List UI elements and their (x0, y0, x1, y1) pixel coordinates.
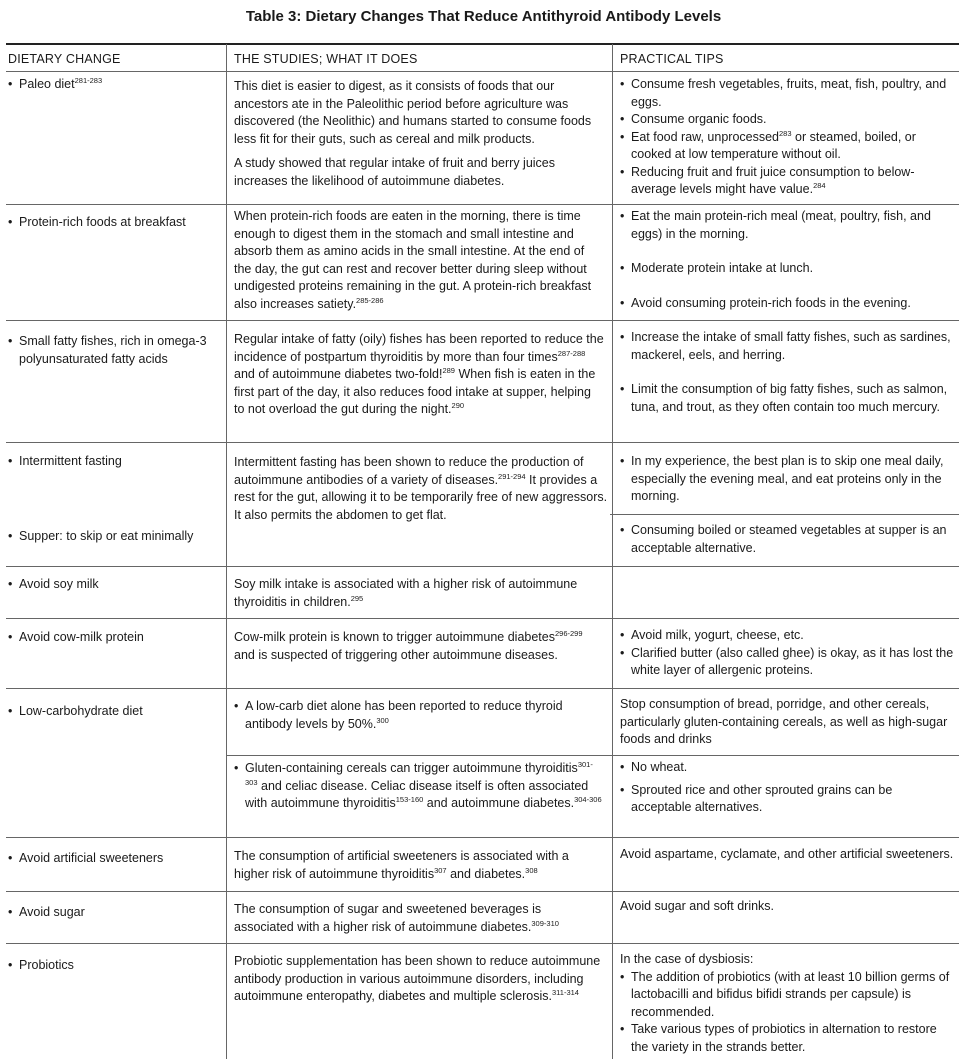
tip-item: • Clarified butter (also called ghee) is okay, as it has lost the white layer of allergenic proteins. (620, 645, 956, 680)
tip-item: • In my experience, the best plan is to skip one meal daily, especially the evening meal, and eat proteins only in the morning. (620, 453, 956, 506)
citation: 296-299 (554, 629, 583, 638)
citation: 281-283 (74, 76, 103, 85)
change-protein (8, 214, 222, 232)
tip-text: Avoid aspartame, cyclamate, and other artificial sweeteners. (620, 847, 954, 861)
row-rule (6, 204, 959, 205)
tip-text: Avoid sugar and soft drinks. (620, 899, 775, 913)
row-rule (6, 943, 959, 944)
studies-text: Intermittent fasting has been shown to reduce the production of autoimmune antibodies of a variety of diseases.$^{291-294}$ It provides a rest for the gut, allowing it to be temporarily free of new aggressors. It also permits the abdomen to get flat. (234, 455, 608, 522)
studies-text: • A low-carb diet alone has been reported to reduce thyroid antibody levels by 50%.$^{300}$ (234, 698, 604, 733)
tip-item: • Increase the intake of small fatty fishes, such as sardines, mackerel, eels, and herring. (620, 329, 956, 364)
citation: 307 (434, 865, 447, 875)
change-soy (8, 576, 222, 594)
table-title: Table 3: Dietary Changes That Reduce Antithyroid Antibody Levels (245, 8, 722, 25)
citation: 308 (525, 865, 538, 875)
change-text: • Avoid soy milk (8, 576, 222, 594)
tips-low-carb-2 (620, 759, 956, 817)
row-rule (6, 618, 959, 619)
tips-supper (620, 522, 956, 557)
citation: 291-294 (498, 471, 526, 481)
row-rule (226, 755, 959, 756)
studies-fasting (234, 454, 608, 524)
studies-sugar (234, 901, 604, 936)
tip-item: • Consuming boiled or steamed vegetables at supper is an acceptable alternative. (620, 522, 956, 557)
tips-paleo (620, 76, 956, 199)
studies-fish (234, 331, 604, 419)
row-rule (6, 688, 959, 689)
citation: 301-303 (245, 760, 593, 787)
studies-text: Regular intake of fatty (oily) fishes has been reported to reduce the incidence of postpartum thyroiditis by more than four times$^{287-288}$ and of autoimmune diabetes two-fold!$^{289}$ When fish is eaten in the first part of the day, it also reduces food intake at supper, helping to not overload the gut during the night.$^{290}$ (234, 332, 604, 416)
change-paleo (8, 76, 222, 94)
citation: 311-314 (552, 988, 579, 997)
column-rule (612, 44, 613, 1059)
studies-text: Soy milk intake is associated with a higher risk of autoimmune thyroiditis in children.$^{295}$ (234, 577, 578, 609)
studies-protein (234, 208, 604, 313)
tip-item: • The addition of probiotics (with at least 10 billion germs of lactobacilli and bifidus bifidi strands per capsule) is recommended. (620, 969, 956, 1022)
row-rule (6, 566, 959, 567)
row-rule (6, 320, 959, 321)
row-rule (610, 514, 959, 515)
citation: 153-160 (395, 795, 424, 804)
change-low-carb (8, 703, 222, 721)
change-cow-milk (8, 629, 222, 647)
header-rule (6, 71, 959, 72)
tip-item: • Avoid milk, yogurt, cheese, etc. (620, 627, 956, 645)
change-sugar (8, 904, 222, 922)
studies-text: Probiotic supplementation has been shown to reduce autoimmune antibody production in various autoimmune disorders, including autoimmune enteropathy, diabetes and multiple sclerosis.$^{311-314}$ (234, 954, 601, 1003)
studies-low-carb-1 (234, 698, 604, 733)
tip-item: • Limit the consumption of big fatty fishes, such as salmon, tuna, and trout, as they often contain too much mercury. (620, 381, 956, 416)
change-text: • Probiotics (8, 957, 222, 975)
citation: 304-306 (574, 795, 602, 804)
tip-item: • Avoid consuming protein-rich foods in the evening. (620, 295, 956, 313)
change-text: • Intermittent fasting (8, 453, 222, 471)
citation: 283 (779, 128, 792, 138)
studies-low-carb-2 (234, 760, 604, 813)
tips-probiotics (620, 951, 956, 1056)
tip-item: • No wheat. (620, 759, 956, 777)
studies-text: This diet is easier to digest, as it consists of foods that our ancestors ate in the Paleolithic period before agriculture was discovered (the Neolithic) and humans started to consume foods less fit for their guts, such as cereal and milk products. (234, 79, 592, 146)
header-studies: THE STUDIES; WHAT IT DOES (234, 52, 418, 66)
studies-text: • Gluten-containing cereals can trigger autoimmune thyroiditis$^{301-303}$ and celiac disease. Celiac disease itself is often associated with autoimmune thyroiditis$^{153-160}$ and autoimmune diabetes.$^{304-306}$ (234, 760, 604, 813)
tips-protein (620, 208, 956, 312)
citation: 300 (376, 715, 389, 725)
change-fish (8, 333, 222, 368)
studies-text: The consumption of artificial sweeteners is associated with a higher risk of autoimmune thyroiditis$^{307}$ and diabetes.$^{308}$ (234, 849, 569, 881)
tip-text: In the case of dysbiosis: (620, 952, 754, 966)
row-rule (6, 442, 959, 443)
tips-sweeteners (620, 846, 956, 864)
column-rule (226, 44, 227, 1059)
change-supper (8, 528, 222, 546)
studies-cow-milk (234, 629, 604, 664)
tip-item: • Sprouted rice and other sprouted grains can be acceptable alternatives. (620, 782, 956, 817)
row-rule (6, 891, 959, 892)
citation: 285-286 (356, 295, 384, 305)
header-dietary-change: DIETARY CHANGE (8, 52, 121, 66)
citation: 284 (813, 181, 826, 190)
tips-fish (620, 329, 956, 416)
change-probiotics (8, 957, 222, 975)
change-text: • Avoid cow-milk protein (8, 629, 222, 647)
tips-cow-milk (620, 627, 956, 680)
citation: 295 (350, 593, 364, 603)
header-practical-tips: PRACTICAL TIPS (620, 52, 724, 66)
change-text: • Supper: to skip or eat minimally (8, 528, 222, 546)
tips-low-carb-1 (620, 696, 956, 749)
tips-fasting (620, 453, 956, 506)
citation: 289 (442, 366, 455, 375)
tip-item: • Eat the main protein-rich meal (meat, poultry, fish, and eggs) in the morning. (620, 208, 956, 243)
table-top-rule (6, 43, 959, 45)
change-text: • Avoid artificial sweeteners (8, 850, 222, 868)
citation: 309-310 (531, 918, 559, 928)
citation: 287-288 (557, 348, 586, 358)
tip-item: • Consume fresh vegetables, fruits, meat, fish, poultry, and eggs. (620, 76, 956, 111)
tip-item: • Eat food raw, unprocessed$^{283}$ or steamed, boiled, or cooked at low temperature without oil. (620, 129, 956, 164)
tip-item: • Consume organic foods. (620, 111, 956, 129)
tip-item: • Reducing fruit and fruit juice consumption to below-average levels might have value.$^{284}$ (620, 164, 956, 199)
studies-soy (234, 576, 604, 611)
studies-paleo (234, 78, 602, 190)
change-text: • Low-carbohydrate diet (8, 703, 222, 721)
citation: 290 (451, 401, 465, 410)
tip-text: Stop consumption of bread, porridge, and other cereals, particularly gluten-containing cereals, as well as high-sugar foods and drinks (620, 697, 948, 746)
change-sweeteners (8, 850, 222, 868)
studies-text: Cow-milk protein is known to trigger autoimmune diabetes$^{296-299}$ and is suspected of triggering other autoimmune diseases. (234, 629, 583, 662)
studies-sweeteners (234, 848, 604, 883)
tip-item: • Moderate protein intake at lunch. (620, 260, 956, 278)
change-text: • Avoid sugar (8, 904, 222, 922)
studies-text: A study showed that regular intake of fruit and berry juices increases the likelihood of autoimmune diabetes. (234, 156, 556, 188)
studies-text: The consumption of sugar and sweetened beverages is associated with a higher risk of autoimmune diabetes.$^{309-310}$ (234, 902, 559, 934)
diet-table (6, 0, 959, 1059)
change-fasting (8, 453, 222, 471)
change-text: Paleo diet (19, 77, 75, 91)
row-rule (6, 837, 959, 838)
studies-text: When protein-rich foods are eaten in the morning, there is time enough to digest them in the stomach and small intestine and absorb them as amino acids in the small intestine. At the end of the day, the gut can rest and recover better during sleep without undigested proteins remaining in the gut. A protein-rich breakfast also increases satiety.$^{285-286}$ (234, 209, 592, 311)
tips-sugar (620, 898, 956, 916)
change-text: • Protein-rich foods at breakfast (8, 214, 222, 232)
tip-item: • Take various types of probiotics in alternation to restore the variety in the strands better. (620, 1021, 956, 1056)
studies-probiotics (234, 953, 604, 1006)
change-text: • Small fatty fishes, rich in omega-3 polyunsaturated fatty acids (8, 333, 222, 368)
